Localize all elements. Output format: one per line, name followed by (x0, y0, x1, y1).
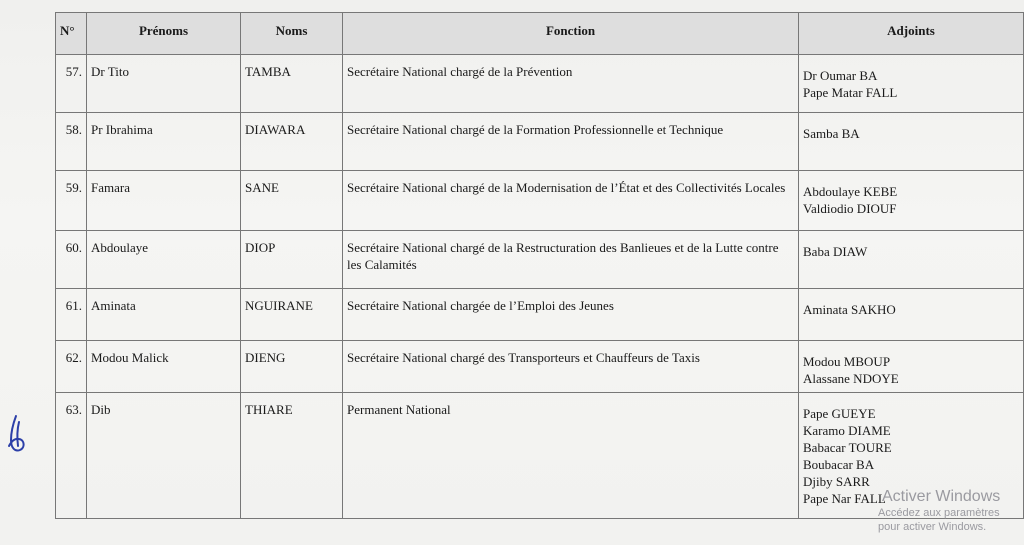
row-fonction: Secrétaire National chargé de la Prévention (343, 55, 799, 113)
adjoint-name: Samba BA (803, 126, 860, 141)
adjoint-name: Alassane NDOYE (803, 371, 899, 386)
row-number: 60. (56, 231, 87, 289)
row-prenom: Modou Malick (87, 341, 241, 393)
adjoint-name: Baba DIAW (803, 244, 868, 259)
row-number: 63. (56, 393, 87, 519)
row-adjoints (799, 171, 1024, 231)
adjoint-name: Babacar TOURE (803, 440, 892, 455)
row-nom: NGUIRANE (241, 289, 343, 341)
adjoint-name: Karamo DIAME (803, 423, 891, 438)
header-prenoms: Prénoms (87, 13, 241, 55)
adjoint-name: Pape Matar FALL (803, 85, 898, 100)
table-header-row (56, 13, 1024, 55)
header-noms: Noms (241, 13, 343, 55)
adjoint-name: Aminata SAKHO (803, 302, 896, 317)
row-prenom: Pr Ibrahima (87, 113, 241, 171)
row-adjoints (799, 55, 1024, 113)
table-row (56, 289, 1024, 341)
row-fonction: Secrétaire National chargé de la Restructuration des Banlieues et de la Lutte contre les Calamités (343, 231, 799, 289)
header-adjoints: Adjoints (799, 13, 1024, 55)
adjoint-name: Abdoulaye KEBE (803, 184, 898, 199)
adjoint-name: Boubacar BA (803, 457, 875, 472)
row-fonction: Secrétaire National chargé de la Modernisation de l’État et des Collectivités Locales (343, 171, 799, 231)
row-number: 59. (56, 171, 87, 231)
row-nom: THIARE (241, 393, 343, 519)
row-number: 58. (56, 113, 87, 171)
row-nom: SANE (241, 171, 343, 231)
table-row (56, 55, 1024, 113)
row-adjoints (799, 231, 1024, 289)
row-fonction: Secrétaire National chargée de l’Emploi des Jeunes (343, 289, 799, 341)
row-number: 57. (56, 55, 87, 113)
table-row (56, 231, 1024, 289)
row-nom: DIOP (241, 231, 343, 289)
row-nom: DIAWARA (241, 113, 343, 171)
row-prenom: Dib (87, 393, 241, 519)
table-row (56, 341, 1024, 393)
row-adjoints (799, 289, 1024, 341)
row-fonction: Permanent National (343, 393, 799, 519)
row-adjoints (799, 341, 1024, 393)
row-prenom: Aminata (87, 289, 241, 341)
row-prenom: Abdoulaye (87, 231, 241, 289)
adjoint-name: Pape Nar FALL (803, 491, 886, 506)
members-table (55, 12, 1024, 519)
table-row (56, 171, 1024, 231)
row-adjoints (799, 113, 1024, 171)
handwritten-mark (5, 412, 29, 458)
header-fonction: Fonction (343, 13, 799, 55)
row-number: 62. (56, 341, 87, 393)
adjoint-name: Djiby SARR (803, 474, 870, 489)
adjoint-name: Valdiodio DIOUF (803, 201, 897, 216)
watermark-title: Activer Windows (882, 488, 1001, 505)
adjoint-name: Dr Oumar BA (803, 68, 878, 83)
row-prenom: Famara (87, 171, 241, 231)
row-nom: DIENG (241, 341, 343, 393)
header-number: N° (56, 13, 87, 55)
row-fonction: Secrétaire National chargé des Transporteurs et Chauffeurs de Taxis (343, 341, 799, 393)
row-number: 61. (56, 289, 87, 341)
watermark-subtitle: Accédez aux paramètres pour activer Windows. (878, 507, 1000, 533)
row-prenom: Dr Tito (87, 55, 241, 113)
table-row (56, 113, 1024, 171)
row-adjoints (799, 393, 1024, 519)
table-body (56, 55, 1024, 519)
table-row (56, 393, 1024, 519)
adjoint-name: Modou MBOUP (803, 354, 891, 369)
adjoint-name: Pape GUEYE (803, 406, 876, 421)
row-nom: TAMBA (241, 55, 343, 113)
row-fonction: Secrétaire National chargé de la Formation Professionnelle et Technique (343, 113, 799, 171)
